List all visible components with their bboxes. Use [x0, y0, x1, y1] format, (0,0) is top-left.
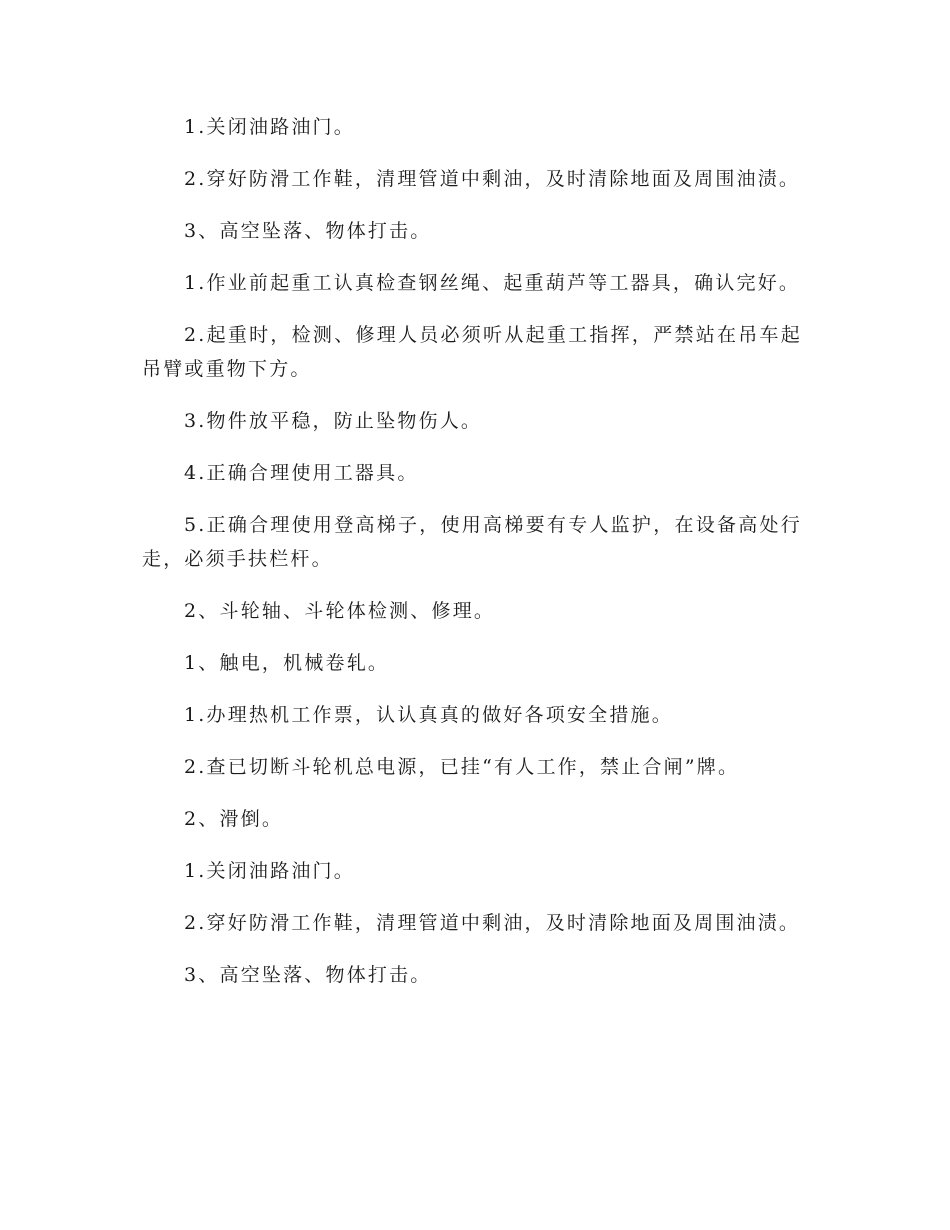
paragraph: 2、斗轮轴、斗轮体检测、修理。 [184, 600, 496, 622]
paragraph: 5.正确合理使用登高梯子，使用高梯要有专人监护，在设备高处行走，必须手扶栏杆。 [142, 514, 802, 570]
paragraph: 3、高空坠落、物体打击。 [184, 220, 432, 242]
paragraph: 1.关闭油路油门。 [184, 116, 355, 138]
paragraph: 1.关闭油路油门。 [184, 860, 355, 882]
paragraph: 2、滑倒。 [184, 808, 284, 830]
paragraph: 1、触电，机械卷轧。 [184, 652, 390, 674]
paragraph: 2.查已切断斗轮机总电源，已挂“有人工作，禁止合闸”牌。 [184, 756, 740, 778]
paragraph: 3、高空坠落、物体打击。 [184, 964, 432, 986]
paragraph: 2.穿好防滑工作鞋，清理管道中剩油，及时清除地面及周围油渍。 [184, 168, 801, 190]
paragraph: 2.穿好防滑工作鞋，清理管道中剩油，及时清除地面及周围油渍。 [184, 912, 801, 934]
paragraph: 2.起重时，检测、修理人员必须听从起重工指挥，严禁站在吊车起吊臂或重物下方。 [142, 324, 802, 380]
paragraph: 3.物件放平稳，防止坠物伤人。 [184, 410, 483, 432]
paragraph: 1.办理热机工作票，认认真真的做好各项安全措施。 [184, 704, 673, 726]
paragraph: 4.正确合理使用工器具。 [184, 462, 419, 484]
document-body [142, 110, 802, 1010]
paragraph: 1.作业前起重工认真检查钢丝绳、起重葫芦等工器具，确认完好。 [184, 272, 801, 294]
